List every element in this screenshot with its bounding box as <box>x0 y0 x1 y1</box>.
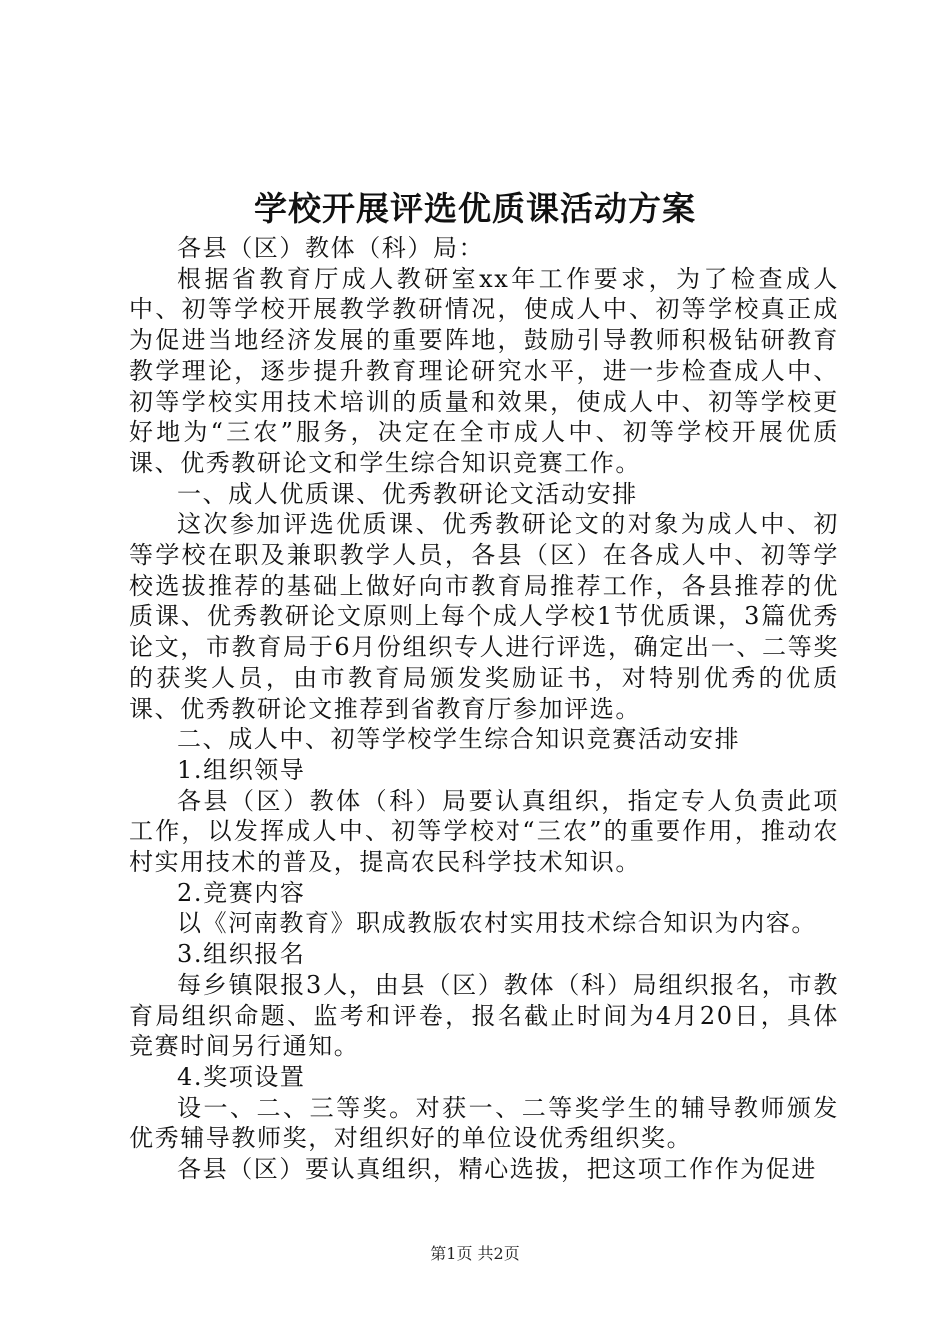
subheading-awards: 4.奖项设置 <box>177 1062 306 1091</box>
paragraph-organization: 各县（区）教体（科）局要认真组织，指定专人负责此项工作，以发挥成人中、初等学校对“三农”的重要作用，推动农村实用技术的普及，提高农民科学技术知识。 <box>129 786 839 877</box>
section-heading-1: 一、成人优质课、优秀教研论文活动安排 <box>177 479 638 508</box>
subheading-registration: 3.组织报名 <box>177 940 306 969</box>
paragraph-awards: 设一、二、三等奖。对获一、二等奖学生的辅导教师颁发优秀辅导教师奖，对组织好的单位设优秀组织奖。 <box>129 1093 839 1153</box>
paragraph-closing: 各县（区）要认真组织，精心选拔，把这项工作作为促进 <box>177 1155 817 1184</box>
document-title: 学校开展评选优质课活动方案 <box>254 189 696 228</box>
salutation: 各县（区）教体（科）局： <box>177 234 485 262</box>
paragraph-registration: 每乡镇限报3人，由县（区）教体（科）局组织报名，市教育局组织命题、监考和评卷，报名截止时间为4月20日，具体竞赛时间另行通知。 <box>129 970 839 1061</box>
paragraph-content: 以《河南教育》职成教版农村实用技术综合知识为内容。 <box>177 909 817 938</box>
paragraph-section-1: 这次参加评选优质课、优秀教研论文的对象为成人中、初等学校在职及兼职教学人员，各县（区）在各成人中、初等学校选拔推荐的基础上做好向市教育局推荐工作，各县推荐的优质课、优秀教研论文原则上每个成人学校1节优质课，3篇优秀论文，市教育局于6月份组织专人进行评选，确定出一、二等奖的获奖人员，由市教育局颁发奖励证书，对特别优秀的优质课、优秀教研论文推荐到省教育厅参加评选。 <box>129 510 839 723</box>
page-footer: 第1页 共2页 <box>430 1244 520 1263</box>
section-heading-2: 二、成人中、初等学校学生综合知识竞赛活动安排 <box>177 725 741 754</box>
subheading-organization: 1.组织领导 <box>177 755 306 784</box>
subheading-content: 2.竞赛内容 <box>177 878 306 907</box>
paragraph-intro: 根据省教育厅成人教研室xx年工作要求，为了检查成人中、初等学校开展教学教研情况，使成人中、初等学校真正成为促进当地经济发展的重要阵地，鼓励引导教师积极钻研教育教学理论，逐步提升教育理论研究水平，进一步检查成人中、初等学校实用技术培训的质量和效果，使成人中、初等学校更好地为“三农”服务，决定在全市成人中、初等学校开展优质课、优秀教研论文和学生综合知识竞赛工作。 <box>129 264 839 477</box>
document-body <box>129 233 839 1185</box>
